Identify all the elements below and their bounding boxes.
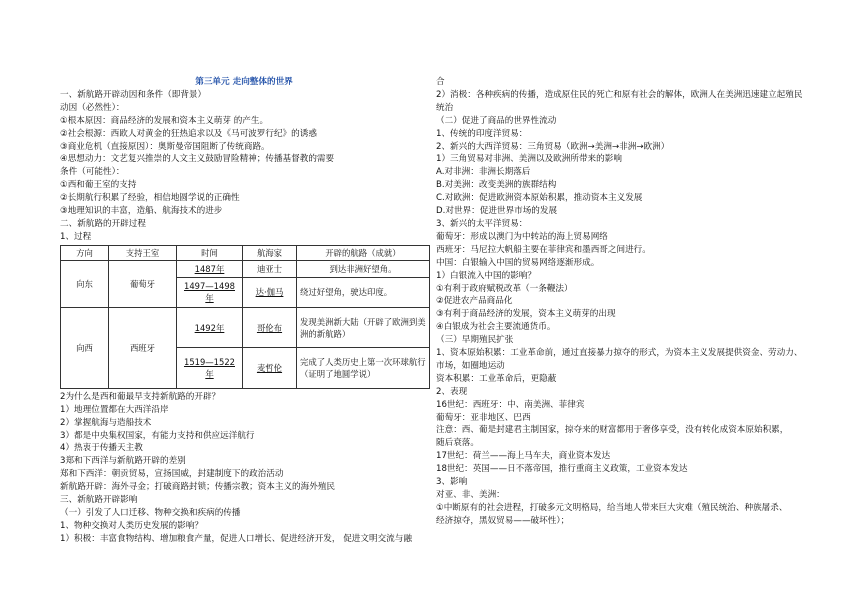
text-line: 2）消极：各种疾病的传播，造成原住民的死亡和原有社会的解体，欧洲人在美洲迅速建立起殖民 — [436, 89, 803, 100]
time-cell — [177, 348, 243, 389]
text-line: 1、过程 — [60, 231, 92, 242]
text-line: 合 — [436, 77, 445, 87]
text-line: 2、新兴的大西洋贸易：三角贸易（欧洲→美洲→非洲→欧洲） — [436, 141, 670, 152]
text-line: ②长期航行积累了经验，相信地圆学说的正确性 — [60, 193, 240, 204]
navigator-cell — [243, 277, 297, 307]
text-line: ④思想动力：文艺复兴推崇的人文主义鼓励冒险精神；传播基督教的需要 — [60, 154, 335, 165]
left-column — [60, 76, 428, 546]
text-line: 新航路开辟：海外寻金；打破商路封锁；传播宗教；资本主义的海外殖民 — [60, 482, 336, 493]
text-line: 2、表现 — [436, 386, 468, 397]
text-line: 3、新兴的太平洋贸易： — [436, 218, 528, 229]
text-line: 统治 — [436, 102, 454, 113]
text-line: 二、新航路的开辟过程 — [60, 218, 146, 229]
text-line: （一）引发了人口迁移、物种交换和疾病的传播 — [60, 507, 241, 518]
text-line: 葡萄牙：形成以澳门为中转站的海上贸易网络 — [436, 231, 608, 242]
text-line: ①中断原有的社会进程，打破多元文明格局，给当地人带来巨大灾难（殖民统治、种族屠杀、 — [436, 502, 788, 513]
navigator-cell: 迪亚士 — [243, 260, 297, 277]
text-line: 郑和下西洋：朝贡贸易，宣扬国威，封建制度下的政治活动 — [60, 469, 284, 480]
text-line: 1）三角贸易对非洲、美洲以及欧洲所带来的影响 — [436, 154, 622, 165]
time-text: 1492年 — [194, 322, 225, 333]
text-line: ③商业危机（直接原因）：奥斯曼帝国阻断了传统商路。 — [60, 141, 270, 152]
text-line: 1、传统的印度洋贸易： — [436, 128, 528, 139]
navigator-text: 哥伦布 — [256, 322, 283, 333]
text-line: 17世纪：荷兰——海上马车夫，商业资本发达 — [436, 451, 611, 462]
text-line: ③地理知识的丰富，造船、航海技术的进步 — [60, 206, 223, 217]
text-line: 注意：西、葡是封建君主制国家，掠夺来的财富都用于奢侈享受，没有转化成资本原始积累， — [436, 425, 789, 436]
text-line: 随后衰落。 — [436, 438, 479, 449]
table-header-cell: 时间 — [177, 245, 243, 260]
text-line: 3、影响 — [436, 477, 468, 488]
text-line: 4）热衷于传播天主教 — [60, 443, 143, 454]
text-line: 市场，如圈地运动 — [436, 360, 505, 371]
crown-cell: 葡萄牙 — [109, 260, 177, 307]
text-line: 2为什么是西和葡最早支持新航路的开辟？ — [60, 391, 221, 402]
route-cell: 发现美洲新大陆（开辟了欧洲到美洲的新航路） — [297, 307, 430, 348]
text-line: 对亚、非、美洲： — [436, 490, 505, 500]
direction-cell: 向西 — [61, 307, 109, 388]
time-cell — [177, 277, 243, 307]
text-line: ①根本原因：商品经济的发展和资本主义萌芽 的产生。 — [60, 115, 269, 126]
text-line: 2）掌握航海与造船技术 — [60, 417, 152, 428]
page-title: 第三单元 走向整体的世界 — [195, 77, 293, 87]
table-header-cell: 方向 — [61, 245, 109, 260]
time-cell — [177, 307, 243, 348]
text-line: ②促进农产品商品化 — [436, 296, 513, 307]
table-header-cell: 支持王室 — [109, 245, 177, 260]
text-line: 资本积累：工业革命后，更隐蔽 — [436, 373, 557, 384]
text-line: 动因（必然性）： — [60, 102, 125, 113]
text-line: 18世纪：英国——日不落帝国，推行重商主义政策，工业资本发达 — [436, 464, 688, 475]
text-line: 3）都是中央集权国家，有能力支持和供应远洋航行 — [60, 430, 255, 441]
table-header-cell: 航海家 — [243, 245, 297, 260]
text-line: B.对美洲：改变美洲的族群结构 — [436, 180, 557, 191]
text-line: 三、新航路开辟影响 — [60, 495, 138, 506]
text-line: D.对世界：促进世界市场的发展 — [436, 206, 558, 217]
text-line: ①有利于政府赋税改革（一条鞭法） — [436, 283, 573, 294]
navigator-text: 麦哲伦 — [256, 363, 283, 374]
route-cell: 完成了人类历史上第一次环球航行（证明了地圆学说） — [297, 348, 430, 389]
table-header-row — [61, 245, 430, 260]
table-header-cell: 开辟的航路（成就） — [297, 245, 430, 260]
route-cell: 绕过好望角，驶达印度。 — [297, 277, 430, 307]
text-line: 一、新航路开辟动因和条件（即背景） — [60, 89, 207, 100]
left-text-after-table — [60, 391, 428, 546]
text-line: 经济掠夺，黑奴贸易——破坏性）； — [436, 515, 570, 526]
time-cell — [177, 260, 243, 277]
direction-cell: 向东 — [61, 260, 109, 307]
text-line: ②社会根源：西欧人对黄金的狂热追求以及《马可波罗行纪》的诱惑 — [60, 128, 317, 139]
text-line: （三）早期殖民扩张 — [436, 335, 514, 346]
left-text-before-table — [60, 89, 428, 244]
text-line: C.对欧洲：促进欧洲资本原始积累，推动资本主义发展 — [436, 193, 643, 204]
table-row — [61, 260, 430, 277]
time-text: 1497—1498年 — [183, 281, 235, 304]
text-line: 1）积极：丰富食物结构、增加粮食产量，促进人口增长、促进经济开发， 促进文明交流与融 — [60, 533, 412, 544]
text-line: ①西和葡王室的支持 — [60, 180, 137, 191]
text-line: 16世纪：西班牙：中、南美洲、菲律宾 — [436, 399, 585, 410]
table-row — [61, 307, 430, 348]
text-line: （二）促进了商品的世界性流动 — [436, 115, 557, 126]
time-text: 1519—1522年 — [183, 357, 235, 380]
time-text: 1487年 — [194, 263, 225, 274]
text-line: 3郑和下西洋与新航路开辟的差别 — [60, 456, 186, 467]
text-line: A.对非洲：非洲长期落后 — [436, 167, 531, 178]
route-cell: 到达非洲好望角。 — [297, 260, 430, 277]
text-line: 1）地理位置都在大西洋沿岸 — [60, 404, 169, 415]
navigator-cell — [243, 307, 297, 348]
navigator-text: 达·伽马 — [255, 287, 284, 298]
navigator-cell — [243, 348, 297, 389]
text-line: 1、资本原始积累：工业革命前，通过直接暴力掠夺的形式，为资本主义发展提供资金、劳动力、 — [436, 348, 803, 359]
text-line: ③有利于商品经济的发展，资本主义萌芽的出现 — [436, 309, 616, 320]
text-line: 条件（可能性）： — [60, 167, 125, 178]
text-line: 1）白银流入中国的影响？ — [436, 270, 536, 281]
right-column — [436, 76, 818, 528]
voyages-table — [60, 245, 430, 389]
text-line: 1、物种交换对人类历史发展的影响？ — [60, 520, 203, 531]
text-line: 西班牙：马尼拉大帆船主要在菲律宾和墨西哥之间进行。 — [436, 244, 651, 255]
text-line: 葡萄牙：亚非地区、巴西 — [436, 412, 531, 423]
text-line: 中国：白银输入中国的贸易网络逐渐形成。 — [436, 257, 600, 268]
text-line: ④白银成为社会主要流通货币。 — [436, 322, 556, 333]
crown-cell: 西班牙 — [109, 307, 177, 388]
